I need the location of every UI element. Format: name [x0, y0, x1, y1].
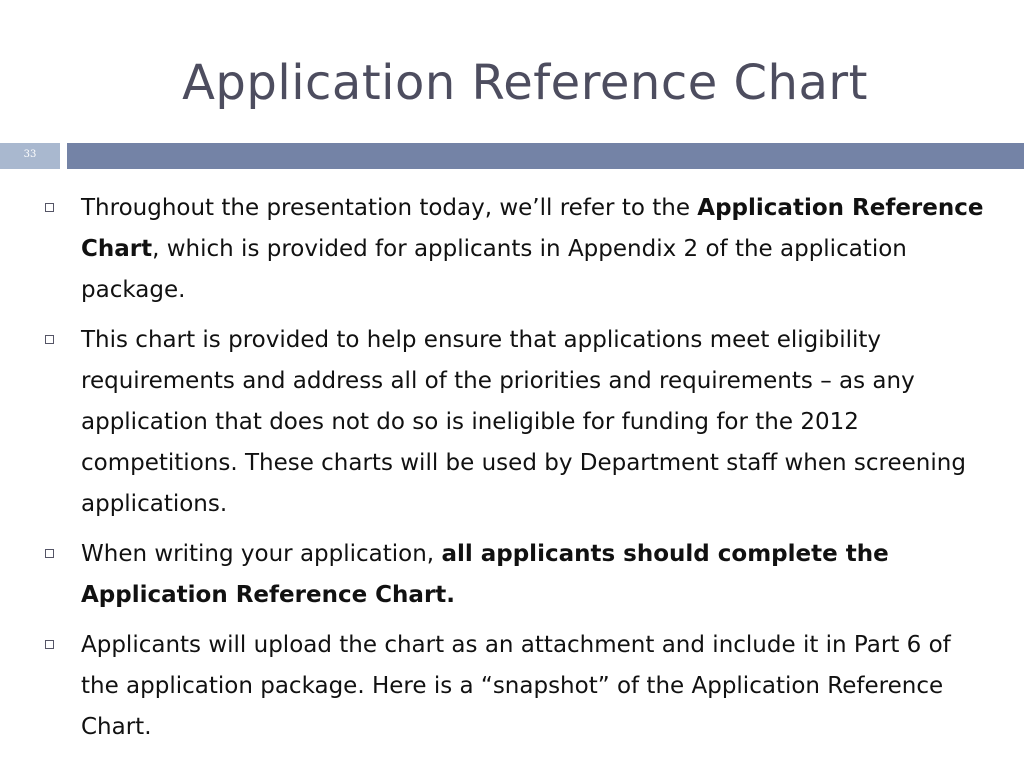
bullet-text-segment: When writing your application, [81, 541, 442, 567]
slide-number: 33 [23, 149, 37, 160]
bullet-text-bold-segment: Application Reference Chart [81, 195, 984, 262]
bullet-text [81, 541, 889, 608]
bullet-text-segment: Applicants will upload the chart as an attachment and include it in Part 6 of the application package. Here is a “snapshot” of the Application Reference Chart. [81, 632, 951, 740]
square-bullet-icon [45, 549, 54, 558]
bullet-item [44, 625, 992, 748]
title-divider-bar [67, 143, 1024, 169]
bullet-text [81, 195, 983, 303]
bullet-text-segment: , which is provided for applicants in Appendix 2 of the application package. [81, 236, 907, 303]
bullet-text-segment: This chart is provided to help ensure that applications meet eligibility requirements and address all of the priorities and requirements – as any application that does not do so is ineligible for funding for the 2012 competitions. These charts will be used by Department staff when screening applications. [81, 327, 966, 517]
bullet-item [44, 320, 992, 525]
bullet-list [44, 188, 992, 757]
square-bullet-icon [45, 335, 54, 344]
bullet-text-bold-segment: all applicants should complete the Application Reference Chart. [81, 541, 889, 608]
bullet-text [81, 632, 951, 740]
bullet-item [44, 534, 992, 616]
bullet-item [44, 188, 992, 311]
square-bullet-icon [45, 203, 54, 212]
square-bullet-icon [45, 640, 54, 649]
bullet-text [81, 327, 966, 517]
slide-title: Application Reference Chart [182, 55, 868, 111]
bullet-text-segment: Throughout the presentation today, we’ll refer to the [81, 195, 698, 221]
